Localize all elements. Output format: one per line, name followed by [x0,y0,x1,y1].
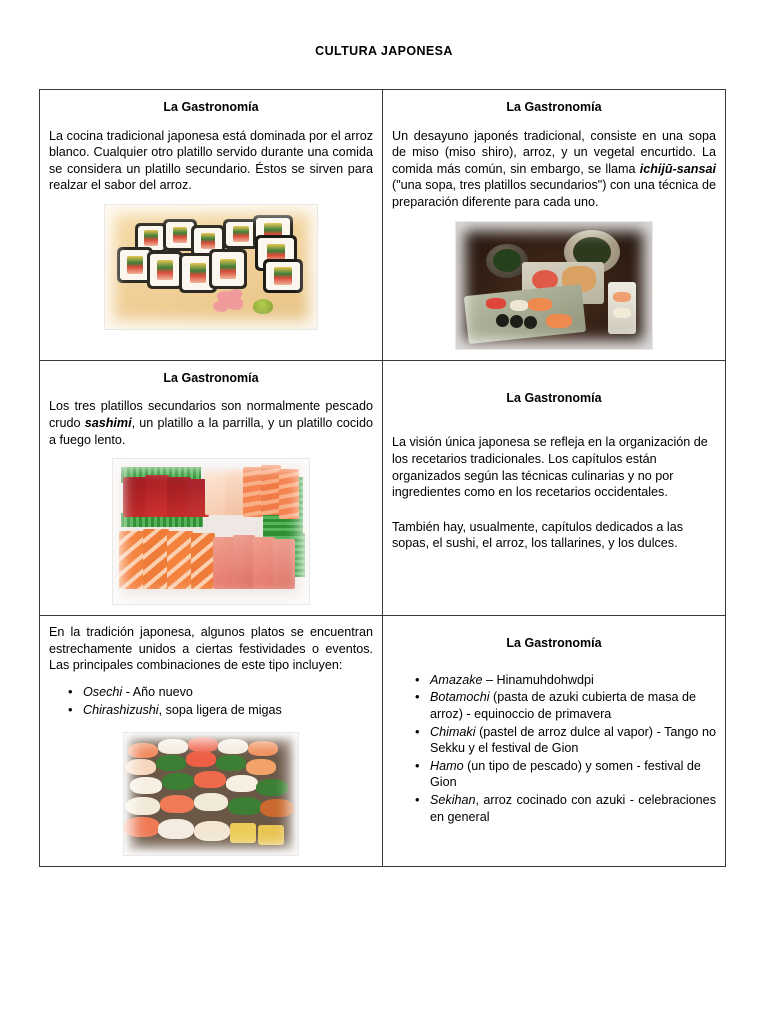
cell-r3c1 [40,616,383,867]
run-emphasis: Sekihan [430,793,476,808]
run-text: , sopa ligera de migas [158,702,282,717]
cell-r3c2 [383,616,726,867]
run-emphasis: Hamo [430,758,464,773]
cell-paragraph [392,128,716,211]
run-text: , un platillo a la parrilla, y un platillo cocido a fuego lento. [49,415,373,447]
page-title: CULTURA JAPONESA [315,44,453,58]
table-row [40,360,726,615]
run-text: ("una sopa, tres platillos secundarios") con una técnica de preparación diferente para cada uno. [392,178,716,210]
run-text: Los tres platillos secundarios son normalmente pescado crudo [49,399,373,430]
cell-r1c1 [40,90,383,361]
cell-r1c2 [383,90,726,361]
list-item [430,758,716,791]
list-item [430,672,716,689]
cell-paragraph: La cocina tradicional japonesa está dominada por el arroz blanco. Cualquier otro platillo servido durante una comida se considera un platillo secundario. Éstos se sirven para realzar el sabor del arroz. [49,128,373,193]
cell-paragraph [49,398,373,448]
cell-paragraph: También hay, usualmente, capítulos dedicados a las sopas, el sushi, el arroz, los tallarines, y los dulces. [392,519,683,551]
cell-heading: La Gastronomía [163,100,259,114]
image-container [392,221,716,350]
cell-heading: La Gastronomía [506,636,602,651]
image-container [49,204,373,330]
cell-r2c2 [383,360,726,615]
japanese-meal-set-photo [455,221,653,350]
cell-heading: La Gastronomía [163,370,259,385]
run-text: – Hinamuhdohwdpi [482,672,594,687]
maki-sushi-photo [104,204,318,330]
nigiri-assortment-photo [123,732,299,856]
content-table [39,89,726,867]
cell-paragraph: En la tradición japonesa, algunos platos se encuentran estrechamente unidos a ciertas festividades o eventos. Las principales combinaciones de este tipo incluyen: [49,625,373,673]
run-text: (un tipo de pescado) y somen - festival de Gion [430,758,701,790]
run-emphasis: Chimaki [430,724,476,739]
run-emphasis: ichijū-sansai [639,161,716,176]
table-row [40,90,726,361]
cell-paragraph: La visión única japonesa se refleja en la organización de los recetarios tradicionales. Los capítulos están organizados según las técnicas culinarias y no por ingredientes como en los recetarios occidentales. [392,435,708,500]
image-container [49,458,373,605]
list-item [83,702,373,719]
cell-heading: La Gastronomía [506,390,602,405]
list-item [83,684,373,701]
bullet-list [392,672,716,825]
run-emphasis: Amazake [430,672,483,687]
table-row [40,616,726,867]
run-text: Un desayuno japonés tradicional, consiste en una sopa de miso (miso shiro), arroz, y un vegetal encurtido. La comida más común, sin embargo, se llama [392,128,716,176]
cell-heading: La Gastronomía [506,100,602,114]
run-emphasis: Osechi [83,684,123,699]
sashimi-platter-photo [112,458,310,605]
run-text: (pastel de arroz dulce al vapor) - Tango no Sekku y el festival de Gion [430,724,716,756]
list-item [430,689,716,722]
list-item [430,724,716,757]
list-item [430,792,716,825]
cell-r2c1 [40,360,383,615]
run-emphasis: Botamochi [430,690,490,705]
run-text: (pasta de azuki cubierta de masa de arroz) - equinoccio de primavera [430,690,697,721]
image-container [49,732,373,856]
run-text: - Año nuevo [122,684,193,699]
bullet-list [49,684,373,718]
run-emphasis: sashimi [84,415,132,430]
run-emphasis: Chirashizushi [83,702,159,717]
run-text: , arroz cocinado con azuki - celebraciones en general [430,793,716,824]
